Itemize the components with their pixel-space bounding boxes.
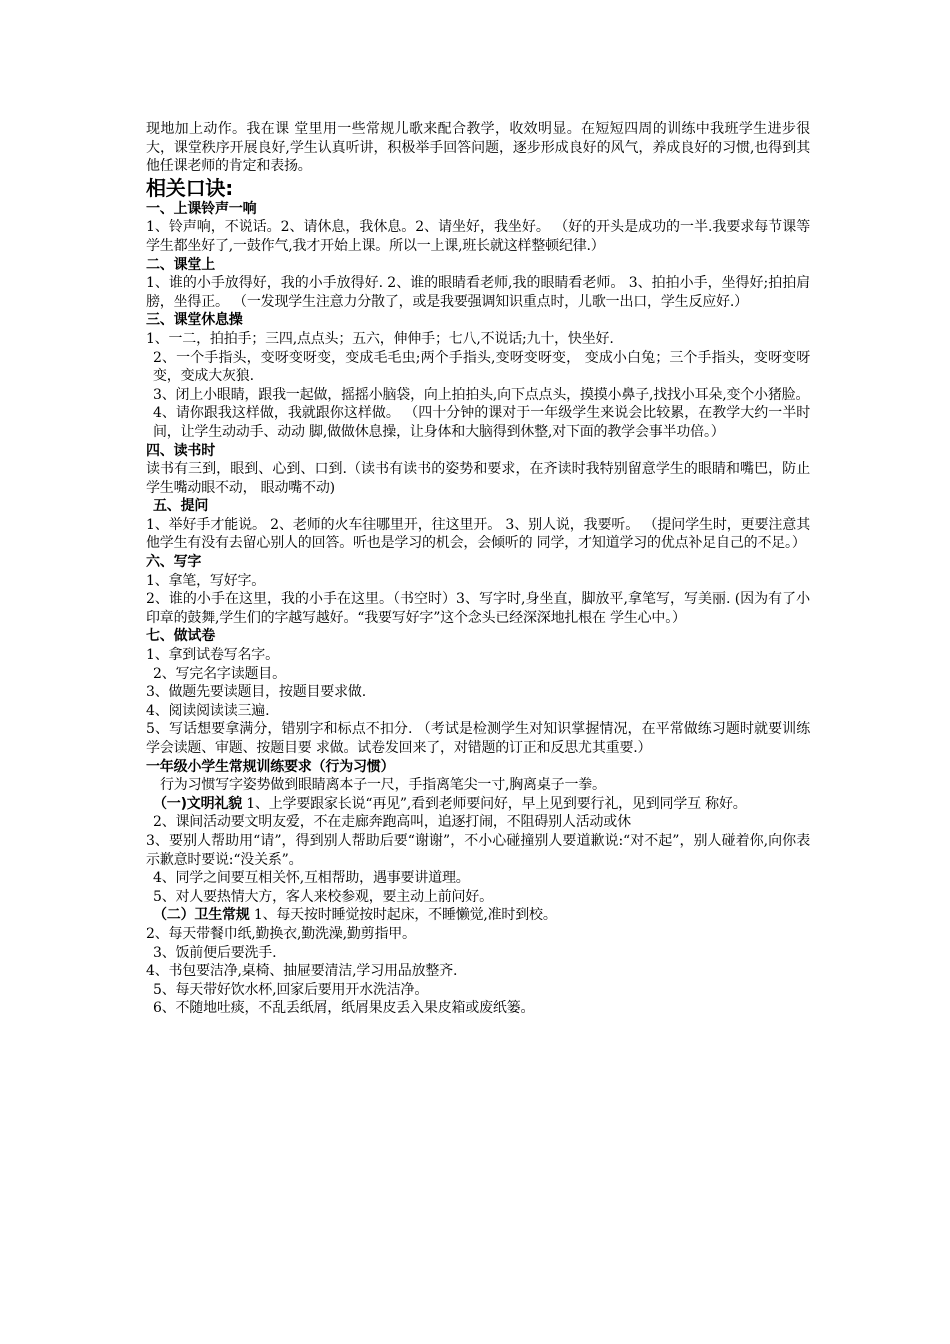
paragraph: 5、写话想要拿满分，错别字和标点不扣分. （考试是检测学生对知识掌握情况，在平常做练习题时就要训练学会读题、审题、按题目要 求做。试卷发回来了，对错题的订正和反思尤其重要.） bbox=[146, 721, 810, 756]
paragraph: 4、请你跟我这样做，我就跟你这样做。 （四十分钟的课对于一年级学生来说会比较累，在教学大约一半时间，让学生动动手、动动 脚,做做休息操，让身体和大脑得到休整,对下面的教学会事半功倍。） bbox=[153, 405, 810, 440]
paragraph: 1、一二，拍拍手；三四,点点头；五六，伸伸手；七八,不说话;九十，快坐好. bbox=[146, 330, 614, 347]
paragraph: 4、同学之间要互相关怀,互相帮助，遇事要讲道理。 bbox=[153, 870, 470, 887]
paragraph: 3、要别人帮助用“请”，得到别人帮助后要“谢谢”，不小心碰撞别人要道歉说:“对不起”，别人碰着你,向你表示歉意时要说:“没关系”。 bbox=[146, 832, 810, 868]
subheading: （二）卫生常规 bbox=[153, 907, 250, 924]
subheading: （一)文明礼貌 bbox=[153, 795, 242, 812]
paragraph: 3、饭前便后要洗手. bbox=[153, 944, 277, 961]
heading-s4: 四、读书时 bbox=[146, 442, 215, 459]
document-page bbox=[146, 120, 810, 1018]
section-title: 相关口诀: bbox=[146, 175, 233, 200]
paragraph: 1、铃声响，不说话。2、请休息，我休息。2、请坐好，我坐好。 （好的开头是成功的一半.我要求每节课等学生都坐好了,一鼓作气,我才开始上课。所以一上课,班长就这样整顿纪律.） bbox=[146, 219, 810, 254]
heading-s3: 三、课堂休息操 bbox=[146, 312, 243, 329]
paragraph: 行为习惯写字姿势做到眼睛离本子一尺，手指离笔尖一寸,胸离桌子一拳。 bbox=[160, 777, 606, 794]
heading-s1: 一、上课铃声一响 bbox=[146, 200, 257, 217]
paragraph-text: 1、每天按时睡觉按时起床，不睡懒觉,准时到校。 bbox=[249, 907, 557, 924]
heading-s5: 五、提问 bbox=[153, 498, 209, 515]
paragraph: 6、不随地吐痰，不乱丢纸屑，纸屑果皮丢入果皮箱或废纸篓。 bbox=[153, 1000, 535, 1017]
heading-s2: 二、课堂上 bbox=[146, 256, 215, 273]
paragraph: 5、每天带好饮水杯,回家后要用开水洗洁净。 bbox=[153, 981, 429, 998]
paragraph: 1、举好手才能说。 2、老师的火车往哪里开，往这里开。 3、别人说，我要听。 （提问学生时，更要注意其他学生有没有去留心别人的回答。听也是学习的机会，会倾听的 同学，才知道学习的优点补足自己的不足。） bbox=[146, 516, 810, 552]
paragraph: 读书有三到，眼到、心到、口到.（读书有读书的姿势和要求，在齐读时我特别留意学生的眼睛和嘴巴，防止学生嘴动眼不动， 眼动嘴不动) bbox=[146, 461, 810, 496]
heading-s6: 六、写字 bbox=[146, 554, 202, 571]
heading-s8: 一年级小学生常规训练要求（行为习惯） bbox=[146, 758, 395, 775]
paragraph: 5、对人要热情大方，客人来校参观，要主动上前问好。 bbox=[153, 888, 493, 905]
paragraph: 2、写完名字读题目。 bbox=[153, 665, 286, 682]
paragraph: 3、闭上小眼睛，跟我一起做，摇摇小脑袋，向上拍拍头,向下点点头，摸摸小鼻子,找找小耳朵,变个小猪脸。 bbox=[153, 386, 810, 403]
paragraph: 2、谁的小手在这里，我的小手在这里。（书空时）3、写字时,身坐直，脚放平,拿笔写，写美丽. (因为有了小印章的鼓舞,学生们的字越写越好。“我要写好字”这个念头已经深深地扎根在 学生心中。） bbox=[146, 591, 810, 626]
paragraph-with-subheading bbox=[146, 906, 810, 925]
paragraph: 2、课间活动要文明友爱，不在走廊奔跑高叫，追逐打闹，不阻碍别人活动或休 bbox=[153, 814, 631, 831]
paragraph-text: 1、上学要跟家长说“再见”,看到老师要问好，早上见到要行礼，见到同学互 称好。 bbox=[242, 795, 747, 812]
paragraph: 2、每天带餐巾纸,勤换衣,勤洗澡,勤剪指甲。 bbox=[146, 925, 416, 942]
heading-s7: 七、做试卷 bbox=[146, 628, 215, 645]
paragraph: 1、谁的小手放得好，我的小手放得好. 2、谁的眼睛看老师,我的眼睛看老师。 3、拍拍小手，坐得好;拍拍肩膀，坐得正。 （一发现学生注意力分散了，或是我要强调知识重点时，儿歌一出口，学生反应好.） bbox=[146, 275, 810, 310]
paragraph-with-subheading bbox=[146, 795, 810, 814]
paragraph: 1、拿笔，写好字。 bbox=[146, 572, 266, 589]
paragraph: 4、书包要洁净,桌椅、抽屉要清洁,学习用品放整齐. bbox=[146, 963, 458, 980]
intro-paragraph: 现地加上动作。我在课 堂里用一些常规儿歌来配合教学，收效明显。在短短四周的训练中我班学生进步很大，课堂秩序开展良好,学生认真听讲，积极举手回答问题，逐步形成良好的风气，养成良好的习惯,也得到其他任课老师的肯定和表扬。 bbox=[146, 121, 810, 175]
paragraph: 2、一个手指头，变呀变呀变，变成毛毛虫;两个手指头,变呀变呀变， 变成小白兔；三个手指头，变呀变呀变，变成大灰狼. bbox=[153, 349, 810, 385]
paragraph: 3、做题先要读题目，按题目要求做. bbox=[146, 684, 366, 701]
paragraph: 4、阅读阅读读三遍. bbox=[146, 702, 270, 719]
paragraph: 1、拿到试卷写名字。 bbox=[146, 647, 279, 664]
